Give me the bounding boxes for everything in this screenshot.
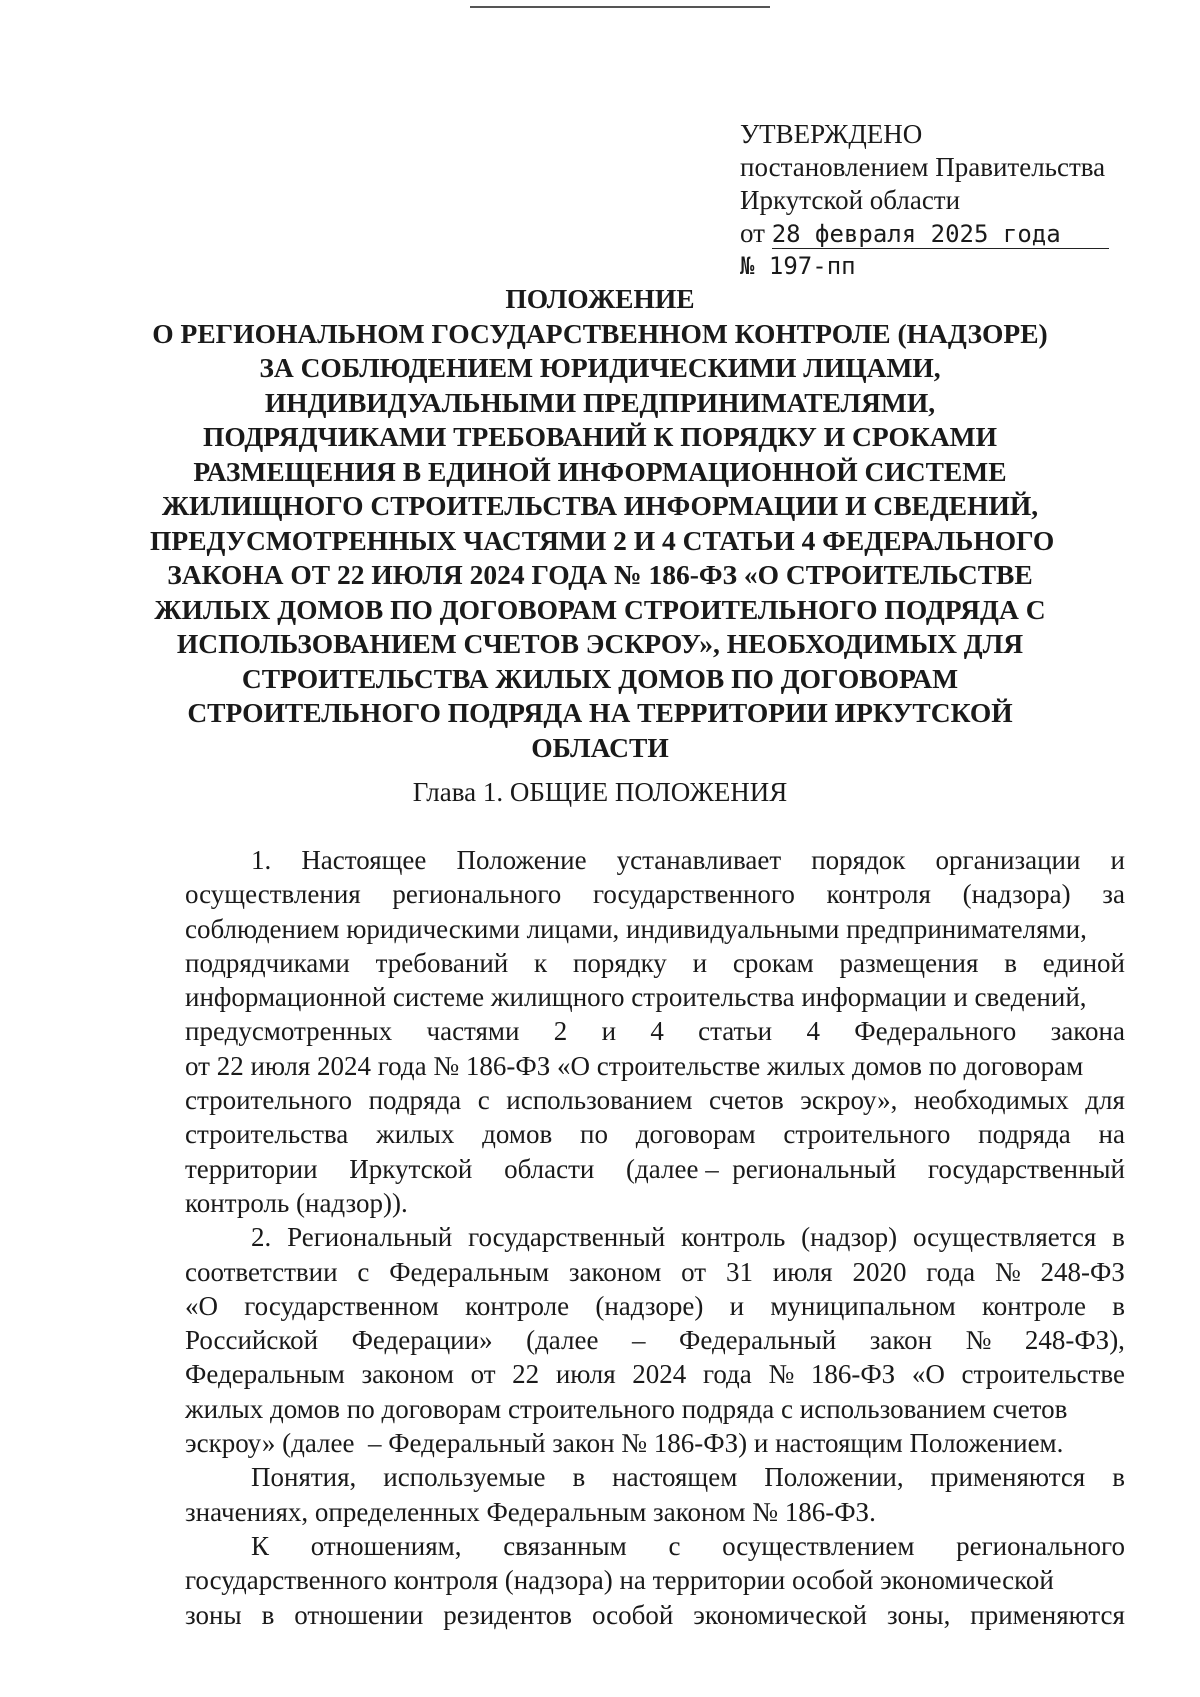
body-word: Федерального bbox=[854, 1016, 1017, 1047]
body-word: единой bbox=[1042, 947, 1125, 978]
body-word: законом bbox=[568, 1256, 662, 1287]
body-word: используемые bbox=[383, 1462, 546, 1493]
body-word: счетов bbox=[709, 1085, 784, 1116]
body-word: (далее bbox=[526, 1325, 599, 1356]
body-word: № bbox=[768, 1359, 795, 1390]
body-word: государственный bbox=[927, 1153, 1125, 1184]
body-word: резидентов bbox=[443, 1599, 573, 1630]
approval-date-row bbox=[740, 217, 1109, 250]
body-word: эскроу», bbox=[800, 1085, 898, 1116]
body-word: территории bbox=[185, 1153, 318, 1184]
body-word: предусмотренных bbox=[185, 1016, 393, 1047]
body-word: 1. bbox=[251, 845, 272, 875]
body-word: регионального bbox=[392, 879, 562, 910]
approval-number: № 197-пп bbox=[740, 252, 856, 280]
body-word: К bbox=[251, 1530, 270, 1561]
body-word: требований bbox=[375, 947, 509, 978]
body-word: от 22 июля 2024 года № 186-ФЗ «О строительстве жилых домов по договорам bbox=[185, 1050, 1084, 1081]
body-word: связанным bbox=[503, 1530, 627, 1561]
body-word: и bbox=[729, 1290, 745, 1321]
body-word: 2. bbox=[251, 1222, 272, 1253]
body-word: с bbox=[477, 1085, 490, 1116]
body-word: регионального bbox=[956, 1530, 1125, 1561]
approval-line-2: постановлением Правительства bbox=[740, 152, 1106, 182]
body-word: № bbox=[994, 1256, 1021, 1287]
body-word: 248-ФЗ bbox=[1040, 1256, 1125, 1287]
body-word: года bbox=[702, 1359, 752, 1390]
approval-date-prefix: от bbox=[740, 218, 765, 248]
body-word: применяются bbox=[970, 1599, 1125, 1630]
body-word: соблюдением юридическими лицами, индивидуальными предпринимателями, bbox=[185, 913, 1087, 944]
body-word: жилых bbox=[376, 1119, 455, 1150]
title-line: ИНДИВИДУАЛЬНЫМИ ПРЕДПРИНИМАТЕЛЯМИ, bbox=[264, 386, 936, 418]
body-word: (далее – региональный bbox=[626, 1153, 897, 1184]
body-word: 31 bbox=[725, 1256, 753, 1287]
body-word: 4 bbox=[806, 1016, 820, 1047]
body-word: эскроу» (далее – Федеральный закон № 186-ФЗ) и настоящим Положением. bbox=[185, 1428, 1064, 1459]
body-word: за bbox=[1102, 879, 1125, 910]
body-word: закона bbox=[1050, 1016, 1125, 1047]
document-title bbox=[150, 282, 1055, 765]
body-word: и bbox=[1110, 845, 1125, 875]
title-line: ИСПОЛЬЗОВАНИЕМ СЧЕТОВ ЭСКРОУ», НЕОБХОДИМЫХ ДЛЯ bbox=[176, 628, 1024, 659]
body-word: с bbox=[357, 1256, 370, 1287]
body-word: (надзора) bbox=[962, 879, 1071, 910]
body-word: по bbox=[580, 1119, 608, 1150]
body-word: к bbox=[534, 947, 548, 978]
body-word: 4 bbox=[650, 1016, 664, 1047]
body-word: Федеральный bbox=[678, 1325, 837, 1356]
body-word: организации bbox=[935, 845, 1081, 875]
body-word: строительстве bbox=[961, 1359, 1125, 1390]
body-word: контроль bbox=[681, 1222, 786, 1253]
body-word: осуществляется bbox=[912, 1222, 1097, 1253]
body-word: частями bbox=[426, 1016, 520, 1047]
body-line bbox=[185, 1563, 1125, 1597]
body-word: 2024 bbox=[632, 1359, 687, 1390]
body-word: Положение bbox=[456, 845, 587, 875]
body-word: отношении bbox=[294, 1599, 424, 1630]
body-line bbox=[185, 1495, 1125, 1529]
body-line bbox=[185, 1323, 1125, 1357]
body-word: 2 bbox=[553, 1016, 568, 1047]
title-line: ПОДРЯДЧИКАМИ ТРЕБОВАНИЙ К ПОРЯДКУ И СРОКАМИ bbox=[202, 421, 998, 452]
body-word: статьи bbox=[698, 1016, 773, 1047]
body-text bbox=[185, 843, 1125, 1632]
body-word: на bbox=[1098, 1119, 1125, 1150]
body-line bbox=[185, 1598, 1125, 1632]
body-word: Российской bbox=[185, 1325, 319, 1356]
title-line: О РЕГИОНАЛЬНОМ ГОСУДАРСТВЕННОМ КОНТРОЛЕ (НАДЗОРЕ) bbox=[152, 317, 1048, 349]
title-line: ЖИЛЫХ ДОМОВ ПО ДОГОВОРАМ СТРОИТЕЛЬНОГО ПОДРЯДА С bbox=[154, 593, 1046, 625]
body-word: и bbox=[692, 947, 708, 978]
body-line bbox=[185, 1117, 1125, 1151]
body-word: значениях, определенных Федеральным законом № 186-ФЗ. bbox=[185, 1496, 876, 1527]
body-word: в bbox=[1112, 1290, 1125, 1321]
approval-stamp bbox=[740, 118, 1109, 283]
body-word: жилых домов по договорам строительного подряда с использованием счетов bbox=[185, 1393, 1068, 1424]
body-word: от bbox=[470, 1359, 496, 1390]
body-line bbox=[185, 1392, 1125, 1426]
body-word: Понятия, bbox=[251, 1462, 357, 1493]
body-word: контроль (надзор)). bbox=[185, 1187, 408, 1218]
body-word: в bbox=[1004, 947, 1017, 978]
body-word: контроле bbox=[982, 1290, 1086, 1321]
body-word: контроле bbox=[465, 1290, 570, 1321]
body-word: Настоящее bbox=[301, 845, 427, 875]
body-word: в bbox=[1112, 1222, 1125, 1253]
body-word: срокам bbox=[732, 947, 814, 978]
body-word: в bbox=[572, 1462, 586, 1493]
body-line bbox=[185, 1460, 1125, 1494]
body-word: 2020 bbox=[852, 1256, 907, 1287]
body-word: с bbox=[668, 1530, 681, 1561]
body-line bbox=[185, 980, 1125, 1014]
body-word: строительного bbox=[783, 1119, 951, 1150]
body-line bbox=[185, 1426, 1125, 1460]
body-word: (надзор) bbox=[801, 1222, 898, 1253]
body-word: использованием bbox=[506, 1085, 693, 1116]
body-word: (надзоре) bbox=[595, 1290, 704, 1321]
body-word: «О bbox=[185, 1290, 218, 1321]
approval-date: 28 февраля 2025 года bbox=[772, 220, 1109, 249]
body-word: в bbox=[261, 1599, 275, 1630]
title-lines bbox=[150, 317, 1055, 766]
body-word: государственного контроля (надзора) на территории особой экономической bbox=[185, 1565, 1054, 1596]
body-word: в bbox=[1112, 1462, 1125, 1493]
body-word: 186-ФЗ bbox=[810, 1359, 896, 1390]
body-word: Региональный bbox=[287, 1222, 453, 1253]
title-heading: ПОЛОЖЕНИЕ bbox=[505, 283, 695, 314]
body-word: Федерации» bbox=[351, 1325, 493, 1356]
body-word: устанавливает bbox=[616, 845, 782, 875]
body-word: «О bbox=[911, 1359, 945, 1390]
body-word: экономической bbox=[693, 1599, 868, 1630]
body-word: домов bbox=[482, 1119, 553, 1150]
body-word: муниципальном bbox=[770, 1290, 956, 1321]
title-line: РАЗМЕЩЕНИЯ В ЕДИНОЙ ИНФОРМАЦИОННОЙ СИСТЕМЕ bbox=[193, 455, 1007, 487]
body-word: закон bbox=[869, 1325, 933, 1356]
body-word: 22 bbox=[512, 1359, 540, 1390]
body-word: порядок bbox=[811, 845, 906, 875]
body-word: контроля bbox=[826, 879, 931, 910]
approval-line-3: Иркутской области bbox=[740, 185, 961, 215]
body-word: информационной системе жилищного строительства информации и сведений, bbox=[185, 982, 1087, 1013]
body-word: для bbox=[1085, 1085, 1125, 1116]
body-word: июля bbox=[772, 1256, 833, 1287]
title-line: СТРОИТЕЛЬСТВА ЖИЛЫХ ДОМОВ ПО ДОГОВОРАМ bbox=[241, 662, 959, 694]
body-word: – bbox=[631, 1325, 646, 1356]
body-word: необходимых bbox=[913, 1085, 1069, 1116]
body-line bbox=[185, 843, 1125, 877]
body-word: размещения bbox=[839, 947, 979, 978]
title-line: ОБЛАСТИ bbox=[531, 731, 669, 763]
body-word: строительного bbox=[185, 1085, 352, 1116]
body-word: и bbox=[601, 1016, 617, 1047]
body-word: порядку bbox=[572, 947, 667, 978]
body-word: Положении, bbox=[764, 1462, 904, 1493]
body-word: осуществления bbox=[185, 879, 361, 910]
body-line bbox=[185, 946, 1125, 980]
body-line bbox=[185, 877, 1125, 911]
body-line bbox=[185, 1220, 1125, 1254]
body-word: договорам bbox=[635, 1119, 756, 1150]
title-line: ПРЕДУСМОТРЕННЫХ ЧАСТЯМИ 2 И 4 СТАТЬИ 4 ФЕДЕРАЛЬНОГО bbox=[150, 524, 1055, 556]
body-line bbox=[185, 1049, 1125, 1083]
title-line: СТРОИТЕЛЬНОГО ПОДРЯДА НА ТЕРРИТОРИИ ИРКУТСКОЙ bbox=[187, 697, 1013, 728]
body-word: подряда bbox=[978, 1119, 1071, 1150]
body-word: подряда bbox=[368, 1085, 462, 1116]
body-word: подрядчиками bbox=[185, 947, 350, 978]
body-word: от bbox=[681, 1256, 707, 1287]
body-word: соответствии bbox=[185, 1256, 338, 1287]
body-line bbox=[185, 1152, 1125, 1186]
body-word: Федеральным bbox=[389, 1256, 550, 1287]
body-word: настоящем bbox=[612, 1462, 738, 1493]
body-line bbox=[185, 1289, 1125, 1323]
body-word: особой bbox=[591, 1599, 674, 1630]
body-word: Иркутской bbox=[349, 1153, 473, 1184]
body-line bbox=[185, 1357, 1125, 1391]
body-word: области bbox=[504, 1153, 595, 1184]
body-word: отношениям, bbox=[310, 1530, 462, 1561]
body-word: государственного bbox=[592, 879, 795, 910]
title-line: ЖИЛИЩНОГО СТРОИТЕЛЬСТВА ИНФОРМАЦИИ И СВЕДЕНИЙ, bbox=[161, 490, 1039, 521]
title-line: ЗАКОНА ОТ 22 ИЮЛЯ 2024 ГОДА № 186-ФЗ «О СТРОИТЕЛЬСТВЕ bbox=[167, 559, 1033, 590]
body-word: законом bbox=[361, 1359, 454, 1390]
body-word: государственный bbox=[468, 1222, 666, 1253]
body-word: года bbox=[926, 1256, 976, 1287]
body-word: зоны, bbox=[886, 1599, 951, 1630]
approval-label: УТВЕРЖДЕНО bbox=[740, 119, 923, 149]
body-word: строительства bbox=[185, 1119, 349, 1150]
body-word: 248-ФЗ), bbox=[1024, 1325, 1125, 1356]
body-line bbox=[185, 1083, 1125, 1117]
body-line bbox=[185, 912, 1125, 946]
body-line bbox=[185, 1255, 1125, 1289]
title-line: ЗА СОБЛЮДЕНИЕМ ЮРИДИЧЕСКИМИ ЛИЦАМИ, bbox=[259, 352, 941, 383]
chapter-heading: Глава 1. ОБЩИЕ ПОЛОЖЕНИЯ bbox=[412, 777, 788, 807]
body-word: осуществлением bbox=[722, 1530, 915, 1561]
body-line bbox=[185, 1186, 1125, 1220]
body-word: Федеральным bbox=[185, 1359, 345, 1390]
top-edge-line bbox=[470, 6, 770, 8]
body-word: государственном bbox=[244, 1290, 439, 1321]
body-line bbox=[185, 1014, 1125, 1048]
body-word: июля bbox=[555, 1359, 616, 1390]
body-word: зоны bbox=[185, 1599, 242, 1630]
body-word: применяются bbox=[930, 1462, 1086, 1493]
body-line bbox=[185, 1529, 1125, 1563]
body-word: № bbox=[965, 1325, 992, 1356]
